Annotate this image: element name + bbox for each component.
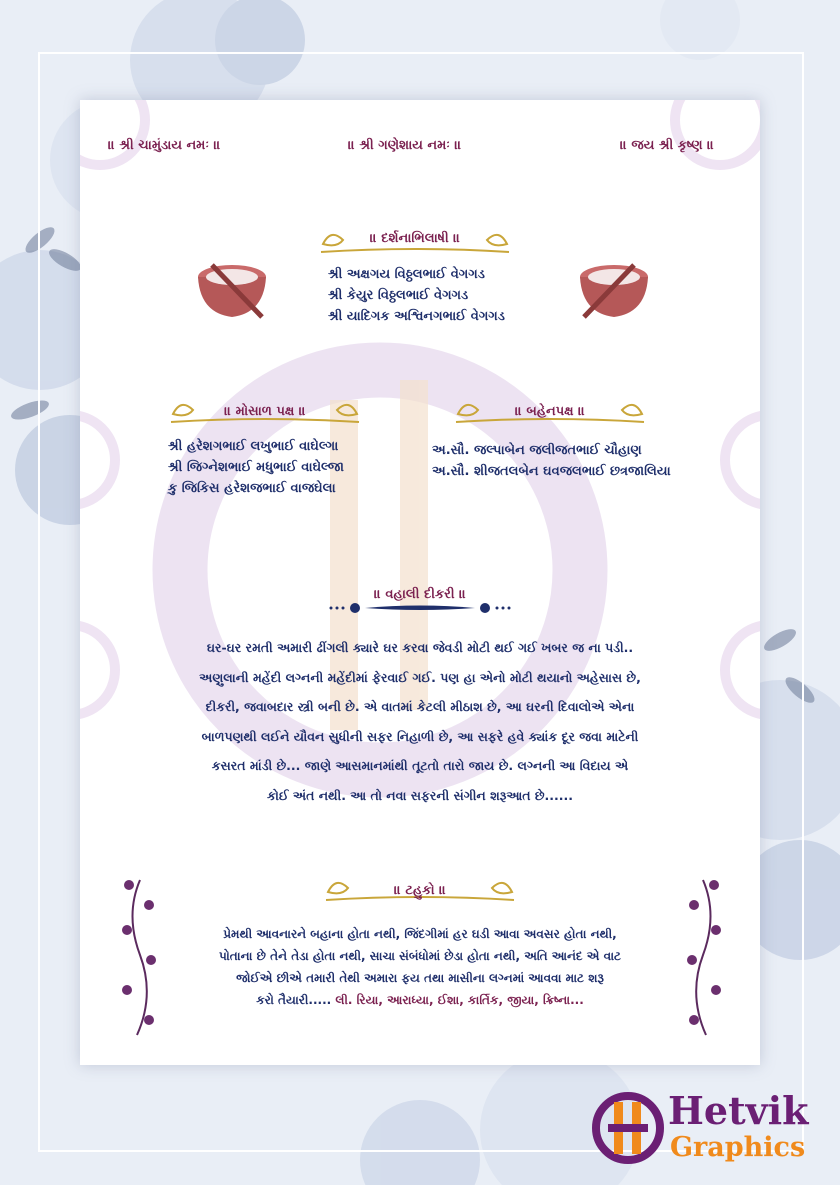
bahen-name-1: અ.સૌ. જલ્પાબેન જલીજતભાઈ ચૌહાણ [432,443,642,458]
tahuko-signature: લી. રિયા, આરાધ્યા, ઈશા, કાર્તિક, જીયા, ક્રિષ્ના... [335,993,584,1007]
dikri-line-5: કસરત માંડી છે... જાણે આસમાનમાંથી તૂટતો તારો જાય છે. લગ્નની આ વિદાય એ [211,758,629,773]
mosal-heading: ॥ મોસાળ પક્ષ ॥ [224,404,306,419]
dikri-heading: ॥ વહાલી દીકરી ॥ [374,587,466,602]
dikri-line-6: કોઈ અંત નથી. આ તો નવા સફરની સંગીન શરૂઆત છે...... [266,787,574,803]
tahuko-line-3: જોઈએ છીએ તમારી તેથી અમારા ફય તથા માસીના લગ્નમાં આવવા માટ શરૂ [236,971,604,985]
tahuko-heading: ॥ ટહુકો ॥ [393,883,447,898]
mosal-name-2: શ્રી જિગ્નેશભાઈ મધુભાઈ વાઘેલ્જા [168,460,344,475]
tahuko-line-4 [80,989,760,1011]
dhol-drum-icon-right [568,255,654,327]
tahuko-last-prefix: કરો તૈયારી..... [256,993,332,1007]
darshan-name-1: શ્રી અક્ષગય વિઠ્ઠલભાઈ વેગગડ [328,267,485,282]
bahen-name-2: અ.સૌ. શીજતલબેન ઘવજલભાઈ છત્રજાલિયા [432,464,671,479]
dikri-line-2: અણુલાની મહેંદી લગ્નની મહેંદીમાં ફેરવાઈ ગઈ. પણ હા એનો મોટી થયાનો અહેસાસ છે, [199,669,641,685]
tahuko-line-2: પોતાના છે તેને તેડા હોતા નથી, સાચા સંબંધોમાં છેડા હોતા નથી, અતિ આનંદ એ વાટ [218,949,622,963]
logo-line-1: Hetvik [668,1088,809,1133]
invocation-right: ॥ જય શ્રી કૃષ્ણ ॥ [620,138,715,153]
logo-mark-icon [588,1088,668,1168]
darshan-heading: ॥ દર્શનાભિલાષી ॥ [369,231,461,246]
hetvik-graphics-logo [588,1088,833,1168]
dikri-line-3: દીકરી, જવાબદાર સ્ત્રી બની છે. એ વાતમાં કેટલી મીઠાશ છે, આ ઘરની દિવાલોએ એના [205,699,635,714]
bahen-heading: ॥ બહેનપક્ષ ॥ [514,404,586,419]
mosal-name-3: કુ જિકિસ હરેશજભાઈ વાજઘેલા [168,481,336,496]
bahen-names [432,440,671,482]
invocation-left: ॥ શ્રી ચામુંડાય નમઃ ॥ [108,138,221,153]
navy-divider-ornament [325,600,515,616]
dikri-line-4: બાળપણથી લઈને યૌવન સુધીની સફર નિહાળી છે, આ સફરે હવે ક્યાંક દૂર જવા માટેની [201,728,639,744]
invitation-card [80,100,760,1065]
mosal-name-1: શ્રી હરેશગભાઈ લખુભાઈ વાઘેલ્ગા [168,439,339,454]
dhol-drum-icon-left [192,255,278,327]
logo-line-2: Graphics [670,1132,806,1163]
mosal-names [168,436,344,499]
darshan-name-2: શ્રી કેયુર વિઠ્ઠલભાઈ વેગગડ [328,288,469,303]
darshan-name-3: શ્રી યાદિગક અશ્વિનગભાઈ વેગગડ [328,309,505,324]
dikri-paragraph [80,633,760,810]
dikri-line-1: ઘર-ઘર રમતી અમારી ઢીંગલી ક્યારે ઘર કરવા જેવડી મોટી થઈ ગઈ ખબર જ ના પડી.. [206,640,634,655]
invocation-center: ॥ શ્રી ગણેશાય નમઃ ॥ [348,138,462,153]
darshan-names [328,264,505,327]
tahuko-paragraph [80,923,760,1011]
tahuko-line-1: પ્રેમથી આવનારને બહાના હોતા નથી, જિંદગીમાં હર ઘડી આવા અવસર હોતા નથી, [223,927,617,941]
